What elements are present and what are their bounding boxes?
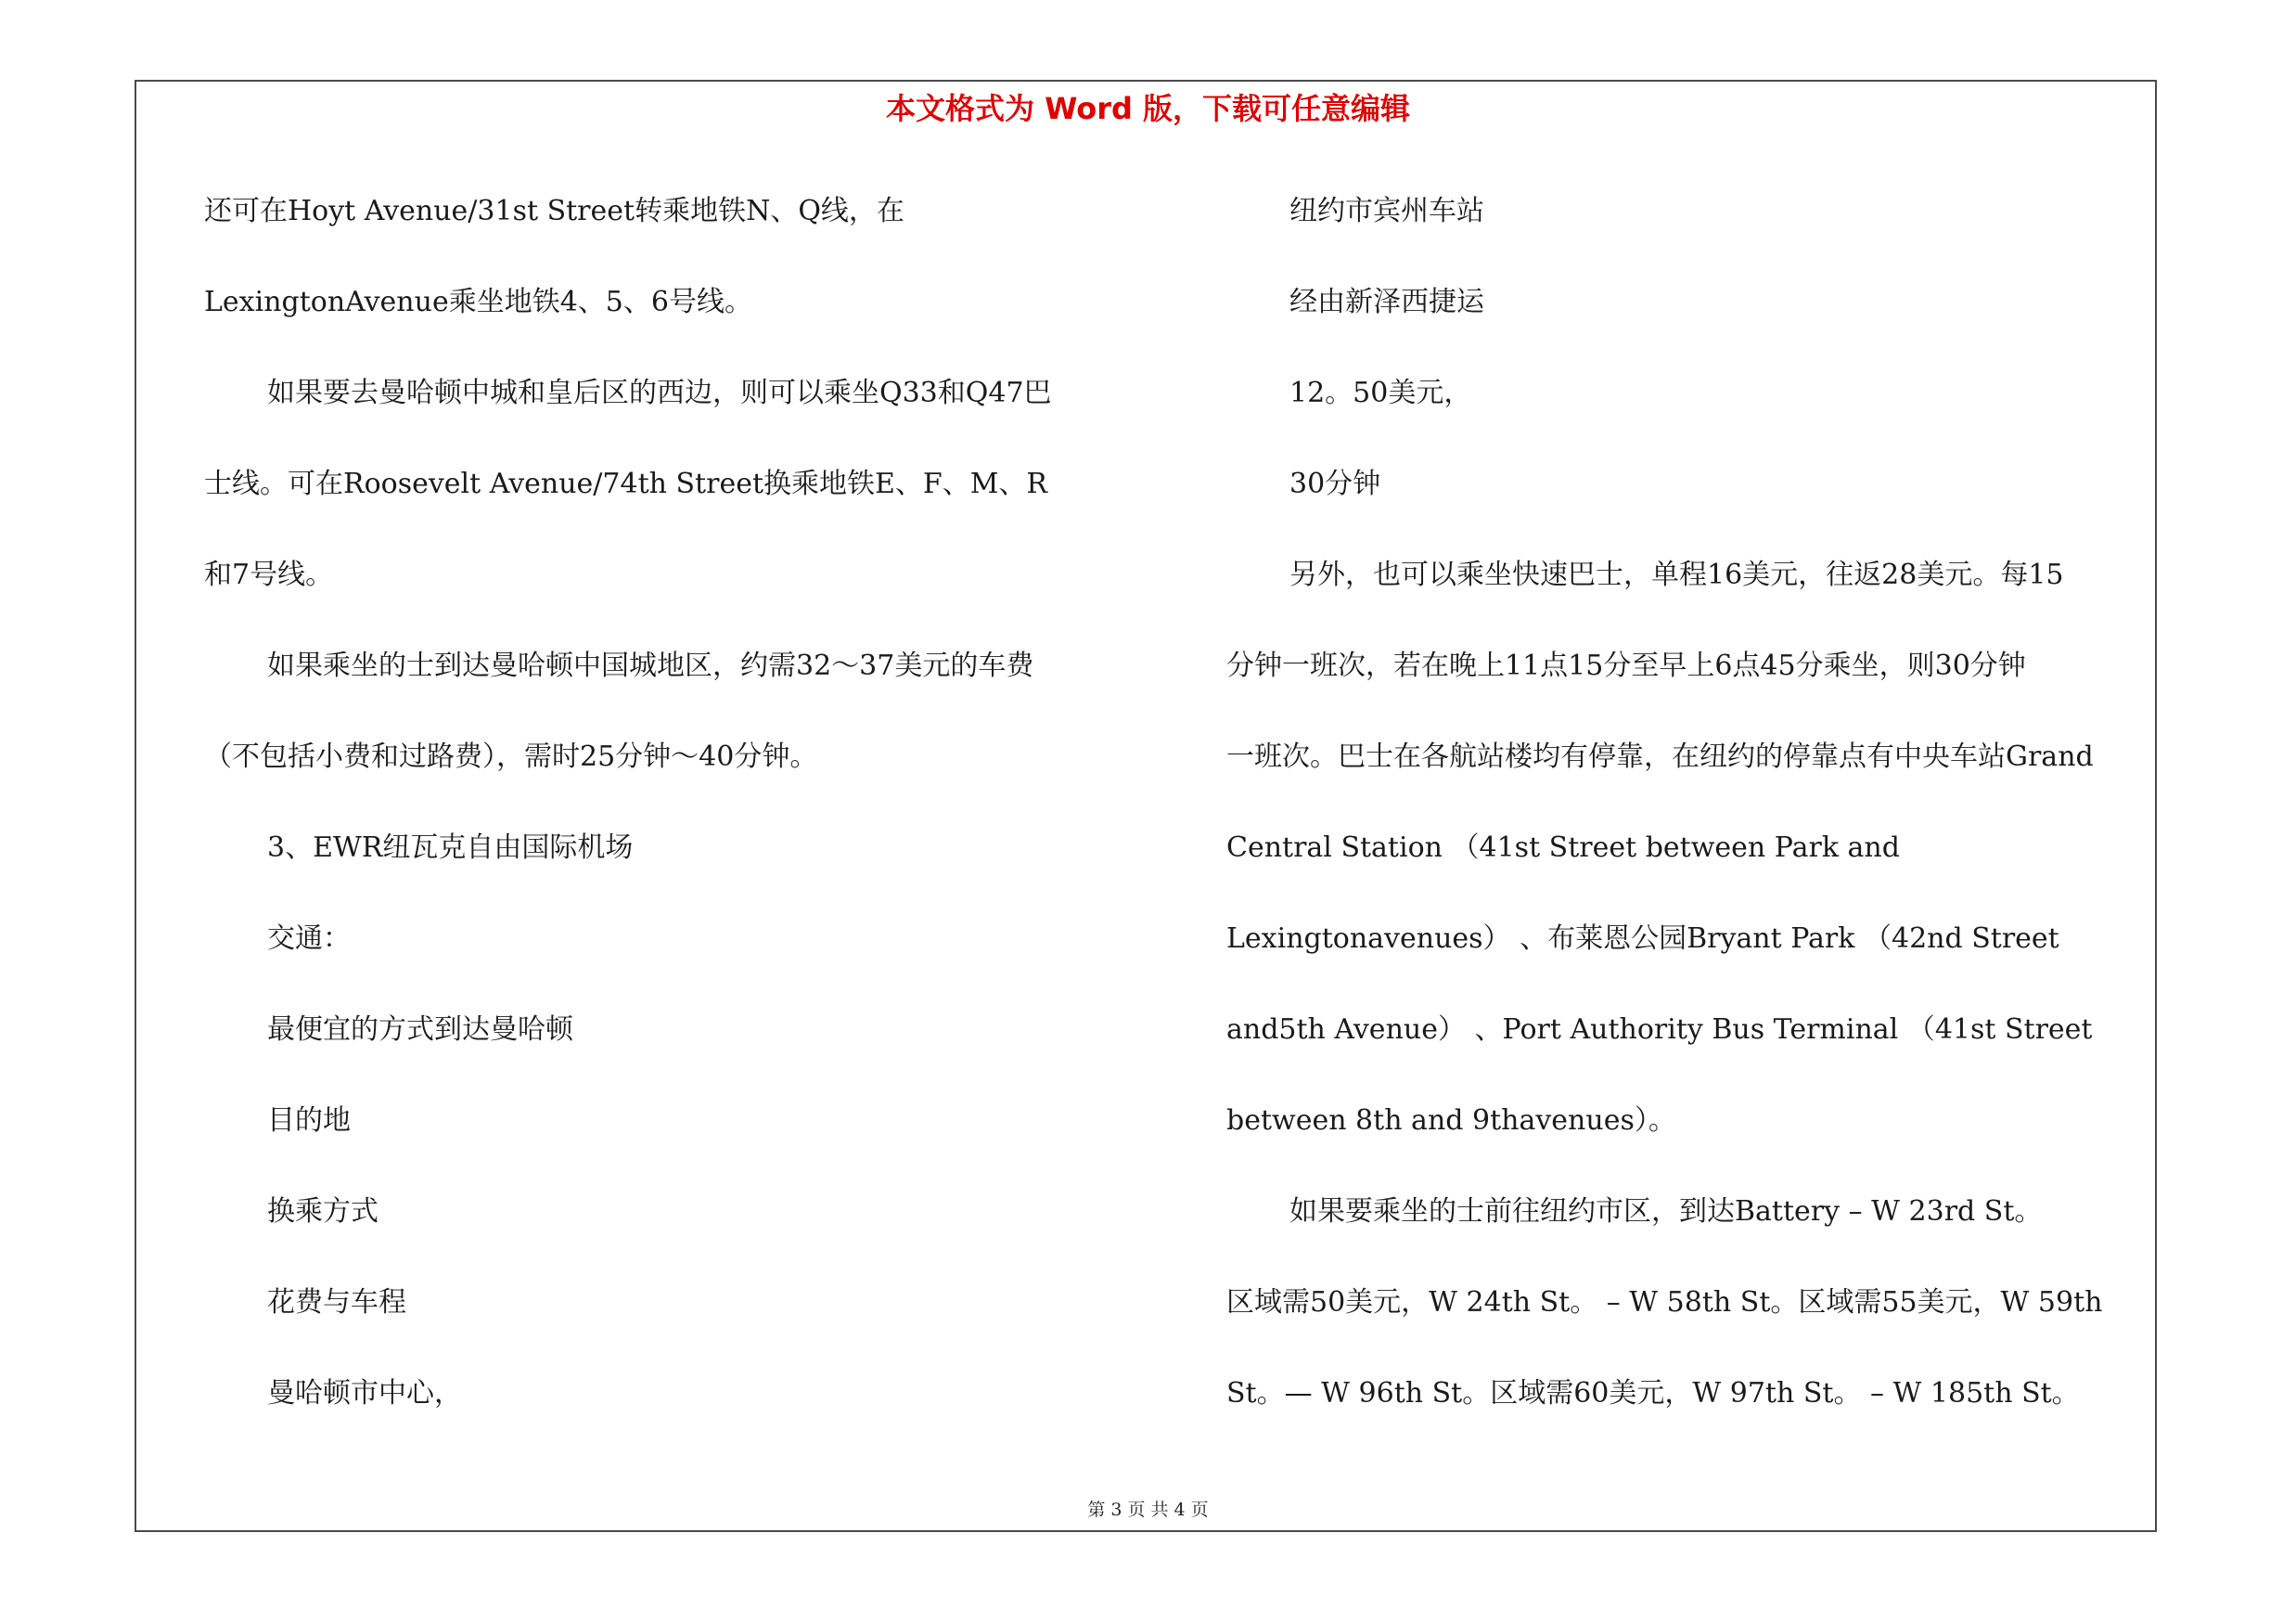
text-line: 12。50美元， — [1289, 377, 1472, 409]
text-line: 换乘方式 — [267, 1195, 378, 1228]
text-line: Lexingtonavenues） 、布莱恩公园Bryant Park （42nd Street — [1226, 922, 2059, 955]
text-line: 如果要乘坐的士前往纽约市区，到达Battery – W 23rd St。 — [1289, 1195, 2043, 1228]
text-line: 3、EWR纽瓦克自由国际机场 — [267, 831, 634, 864]
text-line: 如果乘坐的士到达曼哈顿中国城地区，约需32～37美元的车费 — [267, 650, 1034, 682]
text-line: 另外，也可以乘坐快速巴士，单程16美元，往返28美元。每15 — [1289, 559, 2064, 591]
text-line: 士线。可在Roosevelt Avenue/74th Street换乘地铁E、F、M、R — [204, 468, 1048, 500]
text-line: 区域需50美元，W 24th St。 – W 58th St。区域需55美元，W 59th — [1226, 1286, 2103, 1319]
text-line: between 8th and 9thavenues）。 — [1226, 1104, 1676, 1137]
text-line: 还可在Hoyt Avenue/31st Street转乘地铁N、Q线，在 — [204, 195, 904, 227]
text-line: 交通： — [267, 922, 351, 955]
text-line: 和7号线。 — [204, 559, 334, 591]
text-line: 分钟一班次，若在晚上11点15分至早上6点45分乘坐，则30分钟 — [1226, 650, 2026, 682]
text-line: 目的地 — [267, 1104, 351, 1137]
text-line: Central Station （41st Street between Park and — [1226, 831, 1900, 864]
text-line: LexingtonAvenue乘坐地铁4、5、6号线。 — [204, 286, 752, 318]
text-line: 30分钟 — [1289, 468, 1381, 500]
right-column — [1226, 184, 2159, 1457]
text-line: 经由新泽西捷运 — [1289, 286, 1484, 318]
page-number: 第 3 页 共 4 页 — [1087, 1500, 1209, 1520]
text-line: （不包括小费和过路费），需时25分钟～40分钟。 — [204, 741, 818, 773]
text-line: 曼哈顿市中心， — [267, 1377, 462, 1410]
text-line: 纽约市宾州车站 — [1289, 195, 1484, 227]
text-line: 最便宜的方式到达曼哈顿 — [267, 1013, 573, 1046]
text-line: 一班次。巴士在各航站楼均有停靠，在纽约的停靠点有中央车站Grand — [1226, 741, 2094, 773]
left-column — [204, 184, 1132, 1457]
text-line: 花费与车程 — [267, 1286, 406, 1319]
text-line: and5th Avenue） 、Port Authority Bus Terminal （41st Street — [1226, 1013, 2093, 1046]
page-header: 本文格式为 Word 版，下载可任意编辑 — [885, 91, 1411, 126]
text-line: St。— W 96th St。区域需60美元，W 97th St。 – W 185th St。 — [1226, 1377, 2080, 1410]
text-line: 如果要去曼哈顿中城和皇后区的西边，则可以乘坐Q33和Q47巴 — [267, 377, 1052, 409]
